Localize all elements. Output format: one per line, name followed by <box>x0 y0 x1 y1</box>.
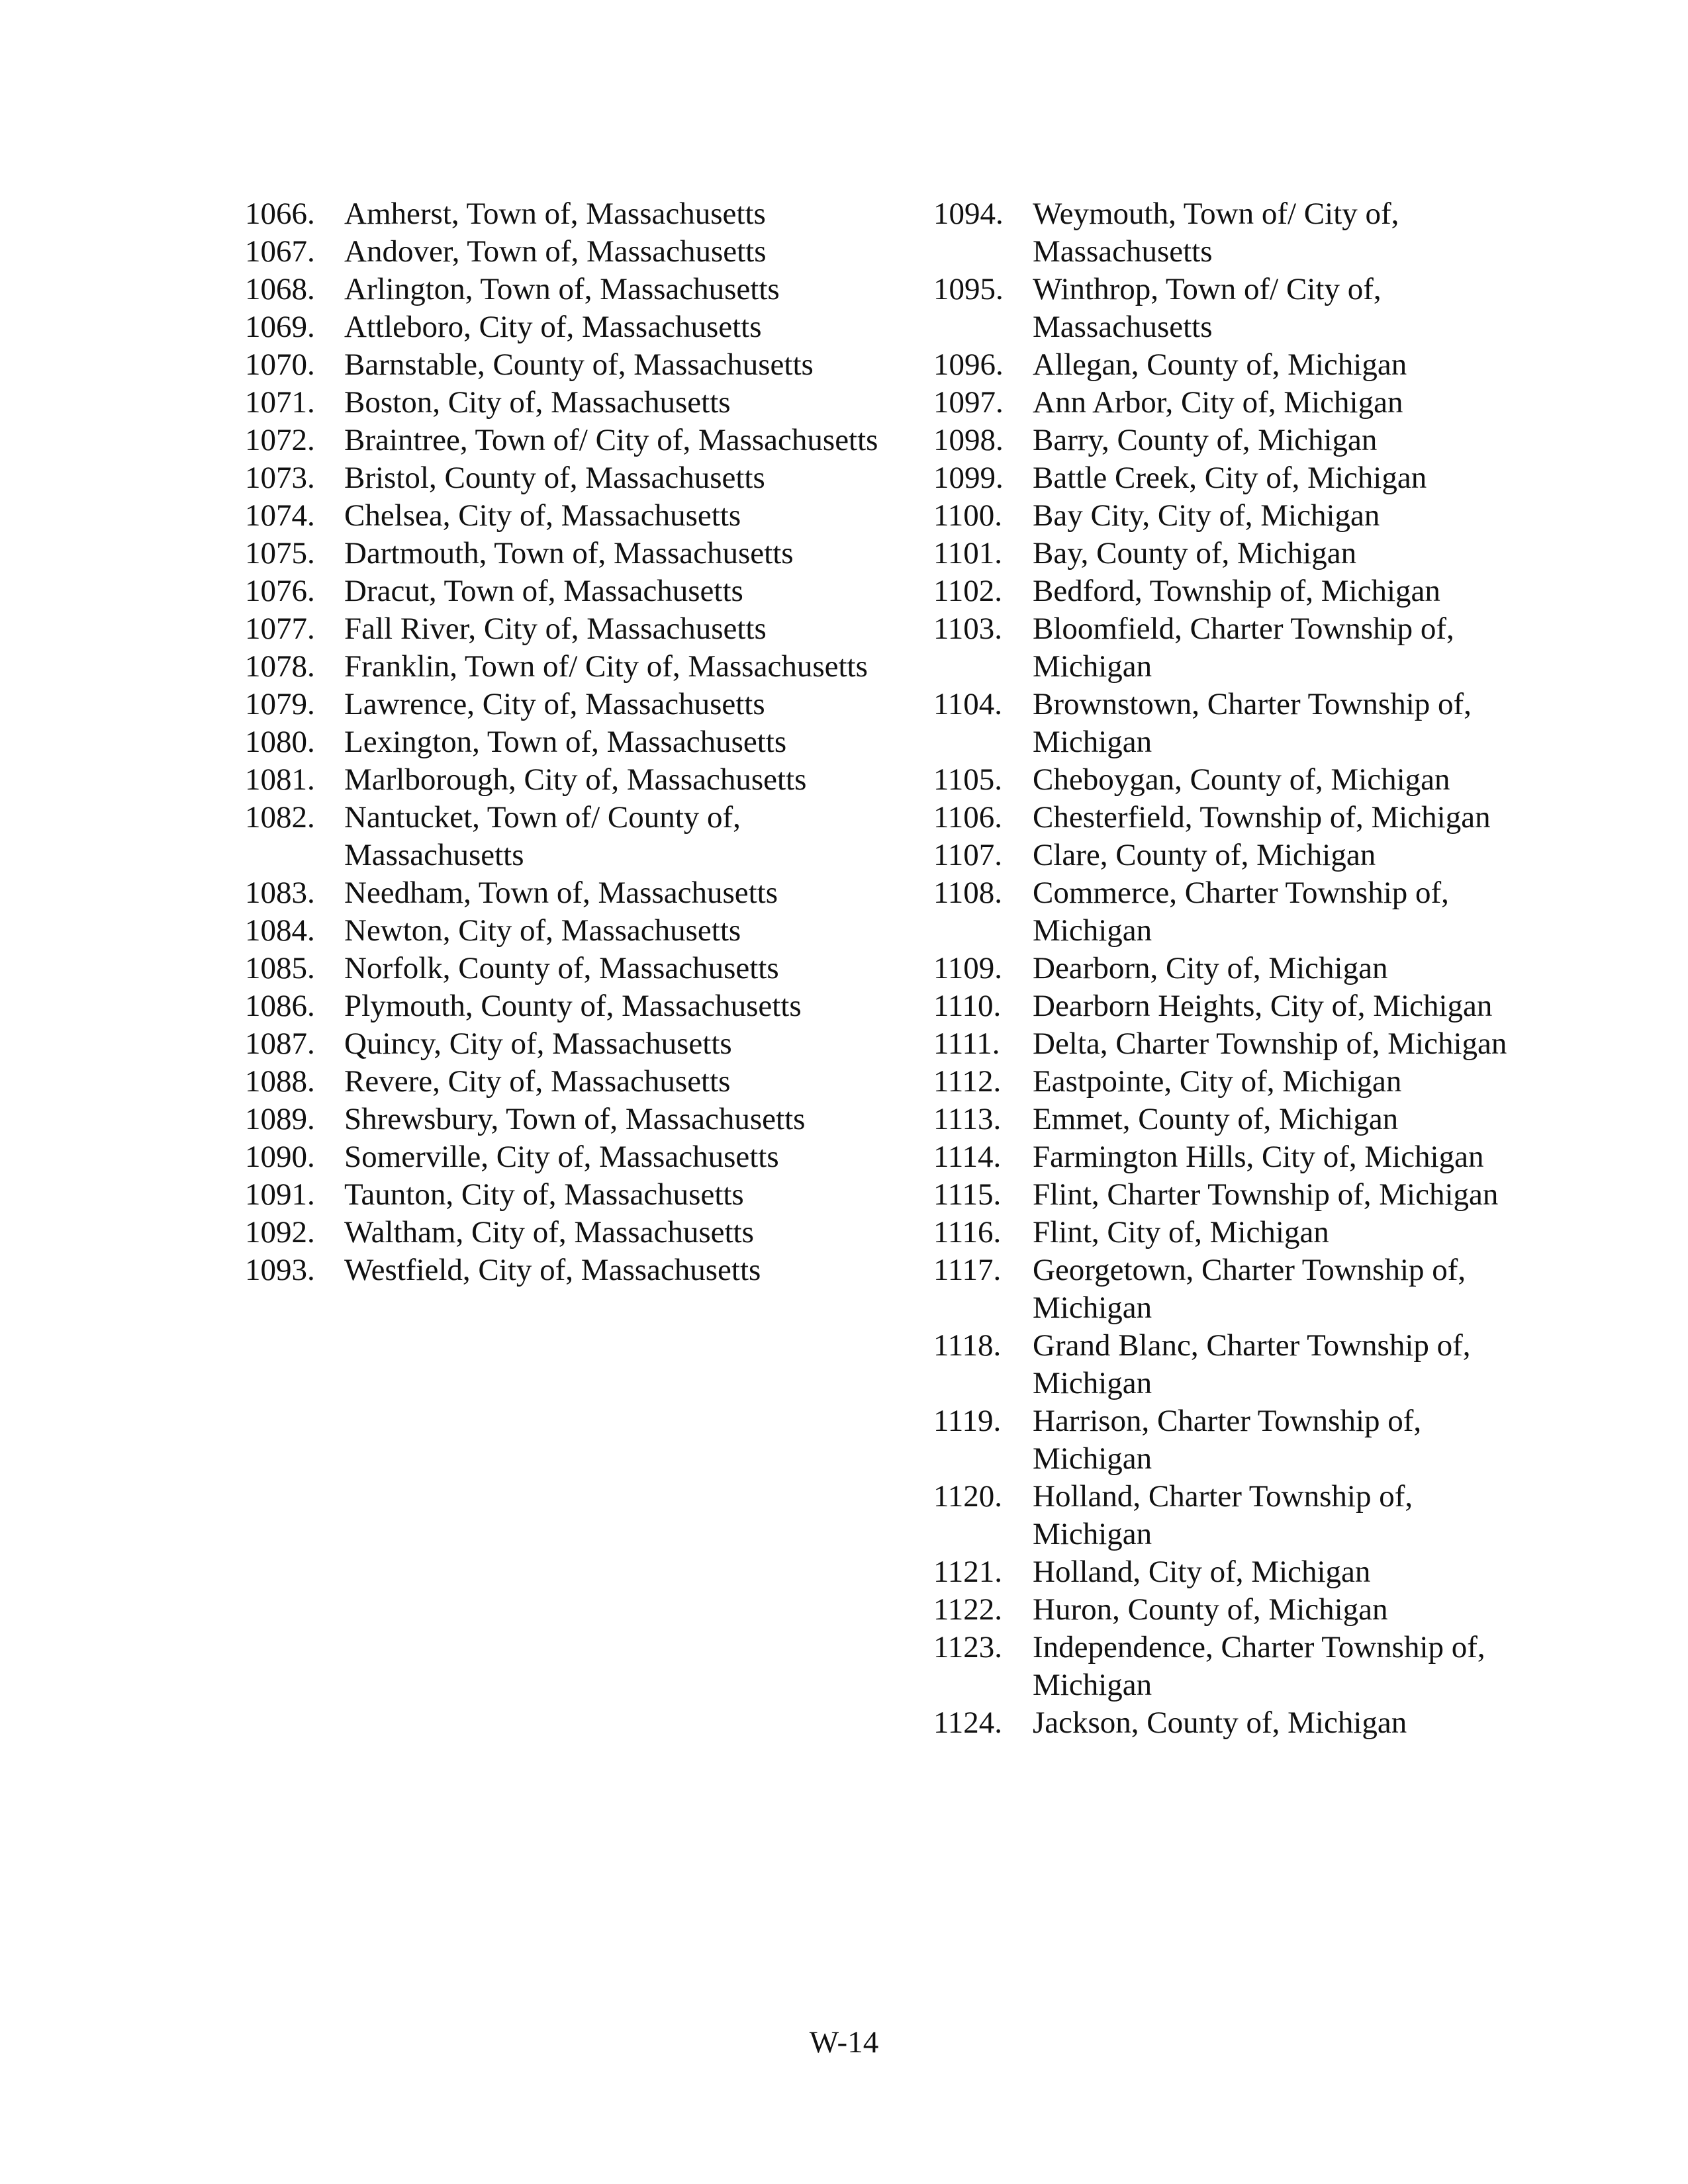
item-number: 1068. <box>245 272 315 306</box>
item-name: Bristol, County of, Massachusetts <box>344 461 765 495</box>
item-number: 1120. <box>933 1479 1003 1514</box>
item-number: 1087. <box>245 1026 315 1061</box>
item-number: 1108. <box>933 876 1003 910</box>
item-number: 1112. <box>933 1064 1002 1099</box>
item-name: Taunton, City of, Massachusetts <box>344 1177 744 1212</box>
item-number: 1119. <box>933 1404 1002 1438</box>
item-name: Harrison, Charter Township of, Michigan <box>1033 1404 1422 1476</box>
item-name: Attleboro, City of, Massachusetts <box>344 310 762 344</box>
page-number: W-14 <box>809 2025 879 2060</box>
list-item <box>933 799 1516 837</box>
list-item <box>245 1063 880 1101</box>
item-name: Amherst, Town of, Massachusetts <box>344 197 766 231</box>
item-number: 1092. <box>245 1215 315 1250</box>
item-name: Nantucket, Town of/ County of, Massachusetts <box>344 800 741 872</box>
list-item <box>933 686 1516 761</box>
list-item <box>245 950 880 987</box>
list-item <box>245 1214 880 1251</box>
item-number: 1097. <box>933 385 1004 420</box>
list-item <box>933 1327 1516 1402</box>
item-number: 1089. <box>245 1102 315 1136</box>
item-name: Dearborn Heights, City of, Michigan <box>1033 989 1493 1023</box>
list-item <box>245 648 880 686</box>
list-item <box>933 1402 1516 1478</box>
item-name: Bedford, Township of, Michigan <box>1033 574 1440 608</box>
item-name: Bloomfield, Charter Township of, Michigan <box>1033 612 1454 684</box>
item-name: Arlington, Town of, Massachusetts <box>344 272 780 306</box>
list-item <box>245 308 880 346</box>
item-name: Cheboygan, County of, Michigan <box>1033 762 1450 797</box>
list-item <box>245 459 880 497</box>
list-item <box>245 912 880 950</box>
item-name: Flint, City of, Michigan <box>1033 1215 1329 1250</box>
list-item <box>933 384 1516 422</box>
item-number: 1074. <box>245 498 315 533</box>
list-item <box>933 1176 1516 1214</box>
item-number: 1099. <box>933 461 1004 495</box>
item-number: 1069. <box>245 310 315 344</box>
list-item <box>245 874 880 912</box>
item-number: 1100. <box>933 498 1003 533</box>
item-number: 1073. <box>245 461 315 495</box>
list-item <box>933 497 1516 535</box>
item-number: 1123. <box>933 1630 1003 1664</box>
list-item <box>933 761 1516 799</box>
item-name: Norfolk, County of, Massachusetts <box>344 951 779 985</box>
item-number: 1075. <box>245 536 315 570</box>
list-item <box>245 610 880 648</box>
item-name: Brownstown, Charter Township of, Michigan <box>1033 687 1472 759</box>
item-number: 1110. <box>933 989 1002 1023</box>
list-item <box>245 233 880 271</box>
item-name: Andover, Town of, Massachusetts <box>344 234 767 269</box>
item-name: Lexington, Town of, Massachusetts <box>344 725 787 759</box>
item-number: 1122. <box>933 1592 1003 1627</box>
item-name: Lawrence, City of, Massachusetts <box>344 687 765 721</box>
item-number: 1101. <box>933 536 1003 570</box>
item-name: Needham, Town of, Massachusetts <box>344 876 778 910</box>
item-name: Westfield, City of, Massachusetts <box>344 1253 761 1287</box>
list-item <box>933 346 1516 384</box>
list-item <box>933 459 1516 497</box>
item-name: Newton, City of, Massachusetts <box>344 913 741 948</box>
item-number: 1095. <box>933 272 1004 306</box>
list-item <box>933 1063 1516 1101</box>
list-item <box>933 1591 1516 1629</box>
item-number: 1066. <box>245 197 315 231</box>
item-number: 1070. <box>245 347 315 382</box>
list-item <box>245 799 880 874</box>
list-item <box>933 1138 1516 1176</box>
item-number: 1071. <box>245 385 315 420</box>
list-item <box>933 610 1516 686</box>
item-name: Emmet, County of, Michigan <box>1033 1102 1399 1136</box>
list-item <box>245 195 880 233</box>
item-name: Battle Creek, City of, Michigan <box>1033 461 1427 495</box>
item-number: 1113. <box>933 1102 1002 1136</box>
list-item <box>933 1251 1516 1327</box>
item-name: Barnstable, County of, Massachusetts <box>344 347 814 382</box>
item-number: 1083. <box>245 876 315 910</box>
item-number: 1094. <box>933 197 1004 231</box>
item-name: Bay, County of, Michigan <box>1033 536 1357 570</box>
item-number: 1090. <box>245 1140 315 1174</box>
item-number: 1082. <box>245 800 315 835</box>
item-name: Fall River, City of, Massachusetts <box>344 612 767 646</box>
item-number: 1102. <box>933 574 1003 608</box>
list-item <box>245 422 880 459</box>
item-name: Chelsea, City of, Massachusetts <box>344 498 741 533</box>
item-name: Waltham, City of, Massachusetts <box>344 1215 754 1250</box>
item-number: 1114. <box>933 1140 1002 1174</box>
list-item <box>933 1101 1516 1138</box>
list-item <box>245 1101 880 1138</box>
list-item <box>933 950 1516 987</box>
item-name: Independence, Charter Township of, Michigan <box>1033 1630 1485 1702</box>
list-item <box>245 497 880 535</box>
item-number: 1111. <box>933 1026 1000 1061</box>
item-number: 1106. <box>933 800 1003 835</box>
item-name: Holland, Charter Township of, Michigan <box>1033 1479 1413 1551</box>
item-number: 1091. <box>245 1177 315 1212</box>
list-item <box>933 1704 1516 1742</box>
item-number: 1093. <box>245 1253 315 1287</box>
item-name: Dearborn, City of, Michigan <box>1033 951 1388 985</box>
item-number: 1076. <box>245 574 315 608</box>
item-name: Marlborough, City of, Massachusetts <box>344 762 807 797</box>
item-number: 1096. <box>933 347 1004 382</box>
list-item <box>933 1025 1516 1063</box>
item-name: Grand Blanc, Charter Township of, Michigan <box>1033 1328 1471 1400</box>
list-item <box>245 1251 880 1289</box>
item-name: Barry, County of, Michigan <box>1033 423 1378 457</box>
list-item <box>245 723 880 761</box>
item-name: Farmington Hills, City of, Michigan <box>1033 1140 1484 1174</box>
item-name: Somerville, City of, Massachusetts <box>344 1140 779 1174</box>
list-item <box>933 1478 1516 1553</box>
list-item <box>933 572 1516 610</box>
item-number: 1088. <box>245 1064 315 1099</box>
item-name: Shrewsbury, Town of, Massachusetts <box>344 1102 806 1136</box>
item-name: Plymouth, County of, Massachusetts <box>344 989 802 1023</box>
item-number: 1072. <box>245 423 315 457</box>
item-name: Commerce, Charter Township of, Michigan <box>1033 876 1449 948</box>
item-name: Dartmouth, Town of, Massachusetts <box>344 536 794 570</box>
item-name: Huron, County of, Michigan <box>1033 1592 1388 1627</box>
item-number: 1085. <box>245 951 315 985</box>
item-number: 1086. <box>245 989 315 1023</box>
item-name: Holland, City of, Michigan <box>1033 1555 1371 1589</box>
item-name: Quincy, City of, Massachusetts <box>344 1026 732 1061</box>
list-item <box>245 761 880 799</box>
item-number: 1115. <box>933 1177 1002 1212</box>
item-name: Ann Arbor, City of, Michigan <box>1033 385 1403 420</box>
item-name: Jackson, County of, Michigan <box>1033 1706 1407 1740</box>
item-name: Dracut, Town of, Massachusetts <box>344 574 743 608</box>
item-number: 1080. <box>245 725 315 759</box>
item-name: Flint, Charter Township of, Michigan <box>1033 1177 1499 1212</box>
item-number: 1105. <box>933 762 1003 797</box>
item-number: 1079. <box>245 687 315 721</box>
list-item <box>245 384 880 422</box>
item-name: Weymouth, Town of/ City of, Massachusetts <box>1033 197 1399 269</box>
item-name: Eastpointe, City of, Michigan <box>1033 1064 1402 1099</box>
right-column-list <box>933 195 1516 1742</box>
item-name: Clare, County of, Michigan <box>1033 838 1376 872</box>
list-item <box>245 1025 880 1063</box>
item-name: Revere, City of, Massachusetts <box>344 1064 731 1099</box>
item-number: 1078. <box>245 649 315 684</box>
left-column-list <box>245 195 880 1289</box>
item-number: 1104. <box>933 687 1003 721</box>
item-number: 1124. <box>933 1706 1003 1740</box>
list-item <box>245 686 880 723</box>
list-item <box>933 195 1516 271</box>
item-number: 1107. <box>933 838 1003 872</box>
item-number: 1077. <box>245 612 315 646</box>
item-name: Franklin, Town of/ City of, Massachusetts <box>344 649 868 684</box>
item-name: Delta, Charter Township of, Michigan <box>1033 1026 1507 1061</box>
item-name: Allegan, County of, Michigan <box>1033 347 1407 382</box>
item-name: Boston, City of, Massachusetts <box>344 385 731 420</box>
list-item <box>933 837 1516 874</box>
item-number: 1103. <box>933 612 1003 646</box>
item-number: 1081. <box>245 762 315 797</box>
list-item <box>245 572 880 610</box>
item-number: 1121. <box>933 1555 1003 1589</box>
item-number: 1117. <box>933 1253 1002 1287</box>
item-name: Georgetown, Charter Township of, Michigan <box>1033 1253 1466 1325</box>
item-name: Winthrop, Town of/ City of, Massachusetts <box>1033 272 1382 344</box>
list-item <box>245 1138 880 1176</box>
item-name: Chesterfield, Township of, Michigan <box>1033 800 1491 835</box>
list-item <box>245 535 880 572</box>
list-item <box>933 1214 1516 1251</box>
item-number: 1109. <box>933 951 1003 985</box>
list-item <box>933 987 1516 1025</box>
list-item <box>933 271 1516 346</box>
item-number: 1084. <box>245 913 315 948</box>
list-item <box>245 271 880 308</box>
item-number: 1098. <box>933 423 1004 457</box>
item-number: 1118. <box>933 1328 1002 1363</box>
item-number: 1116. <box>933 1215 1002 1250</box>
list-item <box>245 987 880 1025</box>
item-name: Braintree, Town of/ City of, Massachusetts <box>344 423 878 457</box>
list-item <box>933 422 1516 459</box>
list-item <box>933 874 1516 950</box>
item-number: 1067. <box>245 234 315 269</box>
list-item <box>245 346 880 384</box>
list-item <box>933 1629 1516 1704</box>
list-item <box>933 1553 1516 1591</box>
list-item <box>245 1176 880 1214</box>
item-name: Bay City, City of, Michigan <box>1033 498 1380 533</box>
list-item <box>933 535 1516 572</box>
